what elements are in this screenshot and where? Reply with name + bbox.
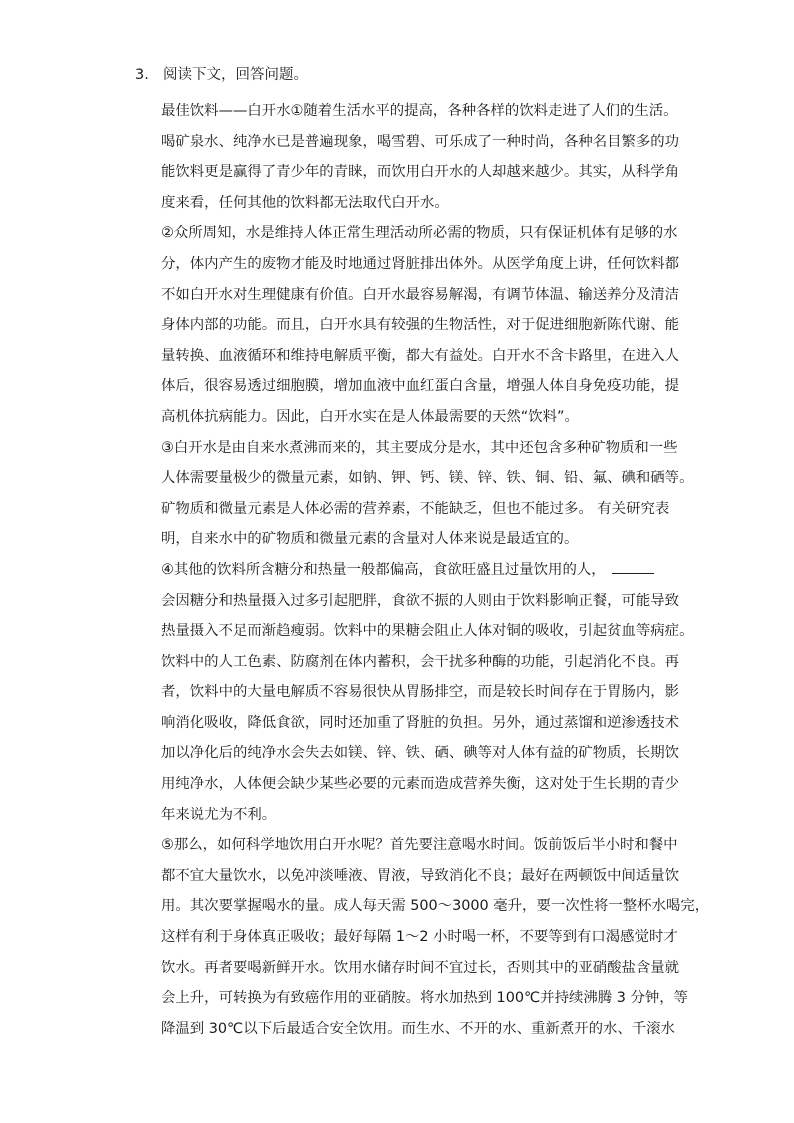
answer-blank[interactable] [612,559,654,574]
passage-line: 响消化吸收，降低食欲，同时还加重了肾脏的负担。另外，通过蒸馏和逆渗透技术 [161,714,680,731]
passage-line: 明，自来水中的矿物质和微量元素的含量对人体来说是最适宜的。 [161,531,579,548]
passage-line: 年来说尤为不利。 [161,806,277,823]
reading-passage [161,96,710,1044]
passage-line: 都不宜大量饮水，以免冲淡唾液、胃液，导致消化不良；最好在两顿饭中间适量饮 [161,867,680,884]
passage-line: 者，饮料中的大量电解质不容易很快从胃肠排空，而是较长时间存在于胃肠内，影 [161,684,680,701]
passage-line: ⑤那么，如何科学地饮用白开水呢？首先要注意喝水时间。饭前饭后半小时和餐中 [161,837,678,854]
passage-line: ②众所周知，水是维持人体正常生理活动所必需的物质，只有保证机体有足够的水 [161,225,678,242]
passage-line: 用。其次要掌握喝水的量。成人每天需 500～3000 毫升，要一次性将一整杯水喝完， [161,898,710,915]
question-header [135,64,308,86]
passage-line: 量转换、血液循环和维持电解质平衡，都大有益处。白开水不含卡路里，在进入人 [161,347,680,364]
passage-line: 用纯净水，人体便会缺少某些必要的元素而造成营养失衡，这对处于生长期的青少 [161,776,680,793]
passage-line: 不如白开水对生理健康有价值。白开水最容易解渴，有调节体温、输送养分及清洁 [161,286,680,303]
passage-line: 热量摄入不足而渐趋瘦弱。饮料中的果糖会阻止人体对铜的吸收，引起贫血等病症。 [161,623,694,640]
passage-line: 喝矿泉水、纯净水已是普遍现象，喝雪碧、可乐成了一种时尚，各种名目繁多的功 [161,133,680,150]
passage-line: 降温到 30℃以下后最适合安全饮用。而生水、不开的水、重新煮开的水、千滚水 [161,1020,675,1037]
passage-line: 分，体内产生的废物才能及时地通过肾脏排出体外。从医学角度上讲，任何饮料都 [161,255,680,272]
passage-line: 饮料中的人工色素、防腐剂在体内蓄积，会干扰多种酶的功能，引起消化不良。再 [161,653,680,670]
passage-line: 高机体抗病能力。因此，白开水实在是人体最需要的天然“饮料”。 [161,408,579,425]
passage-line: 会上升，可转换为有致癌作用的亚硝胺。将水加热到 100℃并持续沸腾 3 分钟，等 [161,990,689,1007]
question-number: 3. [135,67,149,83]
passage-line: 加以净化后的纯净水会失去如镁、锌、铁、硒、碘等对人体有益的矿物质，长期饮 [161,745,680,762]
passage-line: 度来看，任何其他的饮料都无法取代白开水。 [161,194,449,211]
passage-line: 体后，很容易透过细胞膜，增加血液中血红蛋白含量，增强人体自身免疫功能，提 [161,378,680,395]
passage-line: 人体需要量极少的微量元素，如钠、钾、钙、镁、锌、铁、铜、铅、氟、碘和硒等。 [161,470,694,487]
passage-line: 最佳饮料——白开水①随着生活水平的提高，各种各样的饮料走进了人们的生活。 [161,103,678,119]
passage-line: 能饮料更是赢得了青少年的青睐，而饮用白开水的人却越来越少。其实，从科学角 [161,164,680,181]
passage-line: 矿物质和微量元素是人体必需的营养素，不能缺乏，但也不能过多。 有关研究表 [161,500,670,517]
passage-line-text: ④其他的饮料所含糖分和热量一般都偏高，食欲旺盛且过量饮用的人， [161,561,606,578]
question-instruction: 阅读下文，回答问题。 [163,67,308,83]
passage-line: ③白开水是由自来水煮沸而来的，其主要成分是水，其中还包含多种矿物质和一些 [161,439,678,456]
passage-line-with-blank [161,555,671,586]
passage-line: 身体内部的功能。而且，白开水具有较强的生物活性，对于促进细胞新陈代谢、能 [161,317,680,334]
passage-line: 这样有利于身体真正吸收；最好每隔 1～2 小时喝一杯，不要等到有口渴感觉时才 [161,929,678,946]
passage-line: 会因糖分和热量摄入过多引起肥胖，食欲不振的人则由于饮料影响正餐，可能导致 [161,592,680,609]
passage-line: 饮水。再者要喝新鲜开水。饮用水储存时间不宜过长，否则其中的亚硝酸盐含量就 [161,959,680,976]
